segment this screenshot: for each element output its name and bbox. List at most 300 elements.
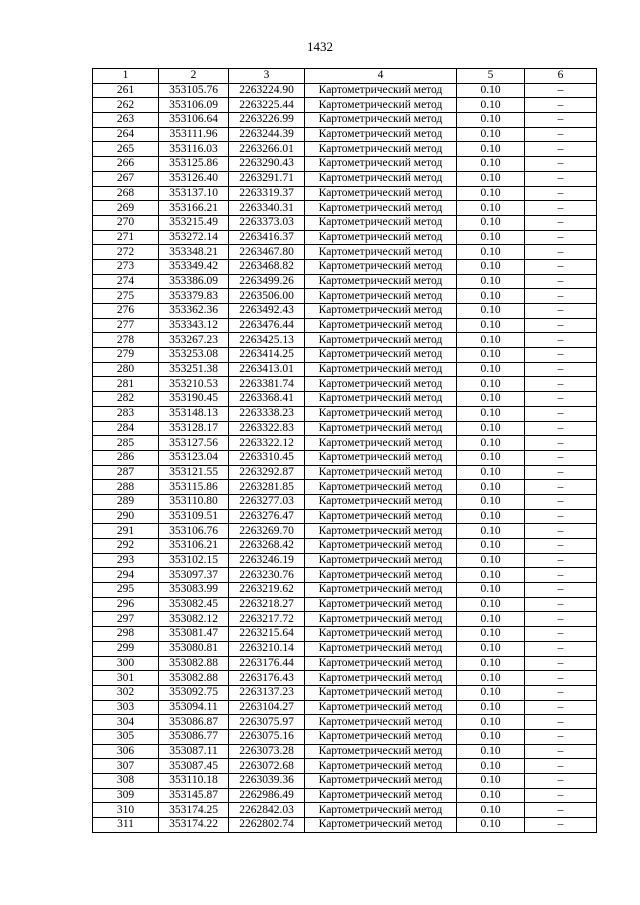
point-number-cell: 265 bbox=[93, 142, 159, 157]
y-coordinate-cell: 2263416.37 bbox=[229, 230, 305, 245]
method-cell: Картометрический метод bbox=[305, 377, 457, 392]
method-cell: Картометрический метод bbox=[305, 421, 457, 436]
accuracy-cell: 0.10 bbox=[457, 524, 525, 539]
table-row bbox=[93, 171, 597, 186]
y-coordinate-cell: 2263368.41 bbox=[229, 392, 305, 407]
method-cell: Картометрический метод bbox=[305, 774, 457, 789]
method-cell: Картометрический метод bbox=[305, 597, 457, 612]
table-row bbox=[93, 377, 597, 392]
x-coordinate-cell: 353106.76 bbox=[159, 524, 229, 539]
x-coordinate-cell: 353082.88 bbox=[159, 656, 229, 671]
column-header: 2 bbox=[159, 69, 229, 84]
x-coordinate-cell: 353082.12 bbox=[159, 612, 229, 627]
point-number-cell: 311 bbox=[93, 818, 159, 833]
point-number-cell: 279 bbox=[93, 348, 159, 363]
table-row bbox=[93, 142, 597, 157]
x-coordinate-cell: 353121.55 bbox=[159, 465, 229, 480]
accuracy-cell: 0.10 bbox=[457, 803, 525, 818]
accuracy-cell: 0.10 bbox=[457, 583, 525, 598]
table-row bbox=[93, 348, 597, 363]
y-coordinate-cell: 2263176.44 bbox=[229, 656, 305, 671]
table-row bbox=[93, 304, 597, 319]
x-coordinate-cell: 353148.13 bbox=[159, 406, 229, 421]
note-cell: – bbox=[525, 641, 597, 656]
x-coordinate-cell: 353102.15 bbox=[159, 553, 229, 568]
table-row bbox=[93, 774, 597, 789]
y-coordinate-cell: 2263381.74 bbox=[229, 377, 305, 392]
table-row bbox=[93, 274, 597, 289]
note-cell: – bbox=[525, 450, 597, 465]
point-number-cell: 276 bbox=[93, 304, 159, 319]
note-cell: – bbox=[525, 494, 597, 509]
point-number-cell: 269 bbox=[93, 201, 159, 216]
point-number-cell: 308 bbox=[93, 774, 159, 789]
table-row bbox=[93, 127, 597, 142]
accuracy-cell: 0.10 bbox=[457, 333, 525, 348]
accuracy-cell: 0.10 bbox=[457, 157, 525, 172]
note-cell: – bbox=[525, 348, 597, 363]
note-cell: – bbox=[525, 465, 597, 480]
table-row bbox=[93, 759, 597, 774]
accuracy-cell: 0.10 bbox=[457, 509, 525, 524]
accuracy-cell: 0.10 bbox=[457, 421, 525, 436]
x-coordinate-cell: 353386.09 bbox=[159, 274, 229, 289]
note-cell: – bbox=[525, 539, 597, 554]
table-row bbox=[93, 818, 597, 833]
point-number-cell: 294 bbox=[93, 568, 159, 583]
accuracy-cell: 0.10 bbox=[457, 568, 525, 583]
method-cell: Картометрический метод bbox=[305, 729, 457, 744]
method-cell: Картометрический метод bbox=[305, 465, 457, 480]
column-header: 1 bbox=[93, 69, 159, 84]
table-row bbox=[93, 318, 597, 333]
table-row bbox=[93, 436, 597, 451]
x-coordinate-cell: 353081.47 bbox=[159, 627, 229, 642]
x-coordinate-cell: 353116.03 bbox=[159, 142, 229, 157]
table-row bbox=[93, 333, 597, 348]
y-coordinate-cell: 2263072.68 bbox=[229, 759, 305, 774]
x-coordinate-cell: 353126.40 bbox=[159, 171, 229, 186]
x-coordinate-cell: 353174.25 bbox=[159, 803, 229, 818]
table-row bbox=[93, 641, 597, 656]
y-coordinate-cell: 2263219.62 bbox=[229, 583, 305, 598]
table-row bbox=[93, 83, 597, 98]
method-cell: Картометрический метод bbox=[305, 259, 457, 274]
x-coordinate-cell: 353145.87 bbox=[159, 788, 229, 803]
table-row bbox=[93, 788, 597, 803]
point-number-cell: 309 bbox=[93, 788, 159, 803]
x-coordinate-cell: 353253.08 bbox=[159, 348, 229, 363]
accuracy-cell: 0.10 bbox=[457, 671, 525, 686]
accuracy-cell: 0.10 bbox=[457, 186, 525, 201]
x-coordinate-cell: 353137.10 bbox=[159, 186, 229, 201]
method-cell: Картометрический метод bbox=[305, 539, 457, 554]
point-number-cell: 305 bbox=[93, 729, 159, 744]
point-number-cell: 274 bbox=[93, 274, 159, 289]
method-cell: Картометрический метод bbox=[305, 215, 457, 230]
y-coordinate-cell: 2263292.87 bbox=[229, 465, 305, 480]
table-row bbox=[93, 98, 597, 113]
x-coordinate-cell: 353106.21 bbox=[159, 539, 229, 554]
point-number-cell: 297 bbox=[93, 612, 159, 627]
method-cell: Картометрический метод bbox=[305, 759, 457, 774]
y-coordinate-cell: 2263322.83 bbox=[229, 421, 305, 436]
point-number-cell: 268 bbox=[93, 186, 159, 201]
accuracy-cell: 0.10 bbox=[457, 641, 525, 656]
method-cell: Картометрический метод bbox=[305, 392, 457, 407]
column-header: 5 bbox=[457, 69, 525, 84]
table-row bbox=[93, 245, 597, 260]
page-number: 1432 bbox=[307, 39, 333, 54]
point-number-cell: 288 bbox=[93, 480, 159, 495]
point-number-cell: 303 bbox=[93, 700, 159, 715]
x-coordinate-cell: 353115.86 bbox=[159, 480, 229, 495]
note-cell: – bbox=[525, 803, 597, 818]
method-cell: Картометрический метод bbox=[305, 362, 457, 377]
method-cell: Картометрический метод bbox=[305, 818, 457, 833]
accuracy-cell: 0.10 bbox=[457, 142, 525, 157]
accuracy-cell: 0.10 bbox=[457, 98, 525, 113]
y-coordinate-cell: 2263322.12 bbox=[229, 436, 305, 451]
x-coordinate-cell: 353083.99 bbox=[159, 583, 229, 598]
method-cell: Картометрический метод bbox=[305, 685, 457, 700]
method-cell: Картометрический метод bbox=[305, 583, 457, 598]
note-cell: – bbox=[525, 406, 597, 421]
column-header: 6 bbox=[525, 69, 597, 84]
accuracy-cell: 0.10 bbox=[457, 818, 525, 833]
table-row bbox=[93, 700, 597, 715]
x-coordinate-cell: 353087.45 bbox=[159, 759, 229, 774]
method-cell: Картометрический метод bbox=[305, 171, 457, 186]
accuracy-cell: 0.10 bbox=[457, 788, 525, 803]
y-coordinate-cell: 2263373.03 bbox=[229, 215, 305, 230]
x-coordinate-cell: 353343.12 bbox=[159, 318, 229, 333]
method-cell: Картометрический метод bbox=[305, 245, 457, 260]
point-number-cell: 306 bbox=[93, 744, 159, 759]
point-number-cell: 307 bbox=[93, 759, 159, 774]
accuracy-cell: 0.10 bbox=[457, 201, 525, 216]
x-coordinate-cell: 353110.80 bbox=[159, 494, 229, 509]
x-coordinate-cell: 353362.36 bbox=[159, 304, 229, 319]
accuracy-cell: 0.10 bbox=[457, 612, 525, 627]
x-coordinate-cell: 353125.86 bbox=[159, 157, 229, 172]
y-coordinate-cell: 2263176.43 bbox=[229, 671, 305, 686]
x-coordinate-cell: 353106.64 bbox=[159, 113, 229, 128]
table-row bbox=[93, 744, 597, 759]
y-coordinate-cell: 2263244.39 bbox=[229, 127, 305, 142]
note-cell: – bbox=[525, 729, 597, 744]
y-coordinate-cell: 2263217.72 bbox=[229, 612, 305, 627]
method-cell: Картометрический метод bbox=[305, 627, 457, 642]
y-coordinate-cell: 2262986.49 bbox=[229, 788, 305, 803]
y-coordinate-cell: 2263039.36 bbox=[229, 774, 305, 789]
method-cell: Картометрический метод bbox=[305, 568, 457, 583]
note-cell: – bbox=[525, 377, 597, 392]
table-row bbox=[93, 539, 597, 554]
point-number-cell: 301 bbox=[93, 671, 159, 686]
table-row bbox=[93, 685, 597, 700]
accuracy-cell: 0.10 bbox=[457, 450, 525, 465]
accuracy-cell: 0.10 bbox=[457, 465, 525, 480]
method-cell: Картометрический метод bbox=[305, 304, 457, 319]
x-coordinate-cell: 353106.09 bbox=[159, 98, 229, 113]
table-row bbox=[93, 186, 597, 201]
point-number-cell: 302 bbox=[93, 685, 159, 700]
table-row bbox=[93, 215, 597, 230]
point-number-cell: 291 bbox=[93, 524, 159, 539]
y-coordinate-cell: 2263104.27 bbox=[229, 700, 305, 715]
x-coordinate-cell: 353110.18 bbox=[159, 774, 229, 789]
method-cell: Картометрический метод bbox=[305, 700, 457, 715]
table-row bbox=[93, 524, 597, 539]
method-cell: Картометрический метод bbox=[305, 201, 457, 216]
x-coordinate-cell: 353251.38 bbox=[159, 362, 229, 377]
y-coordinate-cell: 2263266.01 bbox=[229, 142, 305, 157]
x-coordinate-cell: 353087.11 bbox=[159, 744, 229, 759]
point-number-cell: 293 bbox=[93, 553, 159, 568]
table-row bbox=[93, 568, 597, 583]
point-number-cell: 290 bbox=[93, 509, 159, 524]
point-number-cell: 262 bbox=[93, 98, 159, 113]
accuracy-cell: 0.10 bbox=[457, 729, 525, 744]
accuracy-cell: 0.10 bbox=[457, 362, 525, 377]
table-row bbox=[93, 392, 597, 407]
note-cell: – bbox=[525, 215, 597, 230]
table-row bbox=[93, 230, 597, 245]
column-header: 4 bbox=[305, 69, 457, 84]
method-cell: Картометрический метод bbox=[305, 318, 457, 333]
note-cell: – bbox=[525, 421, 597, 436]
method-cell: Картометрический метод bbox=[305, 788, 457, 803]
y-coordinate-cell: 2263224.90 bbox=[229, 83, 305, 98]
method-cell: Картометрический метод bbox=[305, 83, 457, 98]
accuracy-cell: 0.10 bbox=[457, 656, 525, 671]
table-row bbox=[93, 583, 597, 598]
method-cell: Картометрический метод bbox=[305, 157, 457, 172]
x-coordinate-cell: 353349.42 bbox=[159, 259, 229, 274]
point-number-cell: 289 bbox=[93, 494, 159, 509]
x-coordinate-cell: 353272.14 bbox=[159, 230, 229, 245]
y-coordinate-cell: 2263467.80 bbox=[229, 245, 305, 260]
accuracy-cell: 0.10 bbox=[457, 627, 525, 642]
accuracy-cell: 0.10 bbox=[457, 348, 525, 363]
x-coordinate-cell: 353094.11 bbox=[159, 700, 229, 715]
method-cell: Картометрический метод bbox=[305, 289, 457, 304]
table-row bbox=[93, 259, 597, 274]
x-coordinate-cell: 353128.17 bbox=[159, 421, 229, 436]
y-coordinate-cell: 2263226.99 bbox=[229, 113, 305, 128]
point-number-cell: 266 bbox=[93, 157, 159, 172]
table-row bbox=[93, 480, 597, 495]
table-row bbox=[93, 553, 597, 568]
note-cell: – bbox=[525, 186, 597, 201]
table-row bbox=[93, 715, 597, 730]
point-number-cell: 298 bbox=[93, 627, 159, 642]
method-cell: Картометрический метод bbox=[305, 671, 457, 686]
method-cell: Картометрический метод bbox=[305, 744, 457, 759]
table-row bbox=[93, 597, 597, 612]
point-number-cell: 283 bbox=[93, 406, 159, 421]
y-coordinate-cell: 2263269.70 bbox=[229, 524, 305, 539]
method-cell: Картометрический метод bbox=[305, 509, 457, 524]
table-header-row bbox=[93, 69, 597, 84]
accuracy-cell: 0.10 bbox=[457, 759, 525, 774]
method-cell: Картометрический метод bbox=[305, 436, 457, 451]
y-coordinate-cell: 2263310.45 bbox=[229, 450, 305, 465]
y-coordinate-cell: 2263476.44 bbox=[229, 318, 305, 333]
accuracy-cell: 0.10 bbox=[457, 436, 525, 451]
accuracy-cell: 0.10 bbox=[457, 377, 525, 392]
method-cell: Картометрический метод bbox=[305, 127, 457, 142]
method-cell: Картометрический метод bbox=[305, 98, 457, 113]
point-number-cell: 267 bbox=[93, 171, 159, 186]
method-cell: Картометрический метод bbox=[305, 803, 457, 818]
point-number-cell: 261 bbox=[93, 83, 159, 98]
x-coordinate-cell: 353109.51 bbox=[159, 509, 229, 524]
point-number-cell: 272 bbox=[93, 245, 159, 260]
accuracy-cell: 0.10 bbox=[457, 700, 525, 715]
note-cell: – bbox=[525, 568, 597, 583]
note-cell: – bbox=[525, 230, 597, 245]
note-cell: – bbox=[525, 480, 597, 495]
y-coordinate-cell: 2263277.03 bbox=[229, 494, 305, 509]
x-coordinate-cell: 353379.83 bbox=[159, 289, 229, 304]
note-cell: – bbox=[525, 553, 597, 568]
method-cell: Картометрический метод bbox=[305, 480, 457, 495]
x-coordinate-cell: 353080.81 bbox=[159, 641, 229, 656]
method-cell: Картометрический метод bbox=[305, 230, 457, 245]
point-number-cell: 300 bbox=[93, 656, 159, 671]
y-coordinate-cell: 2263340.31 bbox=[229, 201, 305, 216]
point-number-cell: 275 bbox=[93, 289, 159, 304]
point-number-cell: 282 bbox=[93, 392, 159, 407]
y-coordinate-cell: 2263338.23 bbox=[229, 406, 305, 421]
note-cell: – bbox=[525, 671, 597, 686]
accuracy-cell: 0.10 bbox=[457, 685, 525, 700]
accuracy-cell: 0.10 bbox=[457, 230, 525, 245]
note-cell: – bbox=[525, 157, 597, 172]
table-row bbox=[93, 465, 597, 480]
point-number-cell: 296 bbox=[93, 597, 159, 612]
method-cell: Картометрический метод bbox=[305, 715, 457, 730]
method-cell: Картометрический метод bbox=[305, 524, 457, 539]
note-cell: – bbox=[525, 127, 597, 142]
note-cell: – bbox=[525, 436, 597, 451]
accuracy-cell: 0.10 bbox=[457, 289, 525, 304]
x-coordinate-cell: 353092.75 bbox=[159, 685, 229, 700]
y-coordinate-cell: 2263425.13 bbox=[229, 333, 305, 348]
x-coordinate-cell: 353123.04 bbox=[159, 450, 229, 465]
y-coordinate-cell: 2263319.37 bbox=[229, 186, 305, 201]
point-number-cell: 273 bbox=[93, 259, 159, 274]
note-cell: – bbox=[525, 818, 597, 833]
method-cell: Картометрический метод bbox=[305, 553, 457, 568]
accuracy-cell: 0.10 bbox=[457, 113, 525, 128]
accuracy-cell: 0.10 bbox=[457, 245, 525, 260]
y-coordinate-cell: 2262802.74 bbox=[229, 818, 305, 833]
point-number-cell: 264 bbox=[93, 127, 159, 142]
accuracy-cell: 0.10 bbox=[457, 83, 525, 98]
accuracy-cell: 0.10 bbox=[457, 171, 525, 186]
y-coordinate-cell: 2263268.42 bbox=[229, 539, 305, 554]
y-coordinate-cell: 2263218.27 bbox=[229, 597, 305, 612]
y-coordinate-cell: 2263225.44 bbox=[229, 98, 305, 113]
x-coordinate-cell: 353105.76 bbox=[159, 83, 229, 98]
x-coordinate-cell: 353097.37 bbox=[159, 568, 229, 583]
table-row bbox=[93, 627, 597, 642]
x-coordinate-cell: 353082.88 bbox=[159, 671, 229, 686]
accuracy-cell: 0.10 bbox=[457, 597, 525, 612]
accuracy-cell: 0.10 bbox=[457, 715, 525, 730]
accuracy-cell: 0.10 bbox=[457, 215, 525, 230]
point-number-cell: 284 bbox=[93, 421, 159, 436]
y-coordinate-cell: 2263075.97 bbox=[229, 715, 305, 730]
note-cell: – bbox=[525, 509, 597, 524]
method-cell: Картометрический метод bbox=[305, 274, 457, 289]
point-number-cell: 263 bbox=[93, 113, 159, 128]
y-coordinate-cell: 2262842.03 bbox=[229, 803, 305, 818]
table-row bbox=[93, 113, 597, 128]
note-cell: – bbox=[525, 171, 597, 186]
y-coordinate-cell: 2263215.64 bbox=[229, 627, 305, 642]
point-number-cell: 271 bbox=[93, 230, 159, 245]
x-coordinate-cell: 353348.21 bbox=[159, 245, 229, 260]
note-cell: – bbox=[525, 98, 597, 113]
column-header: 3 bbox=[229, 69, 305, 84]
accuracy-cell: 0.10 bbox=[457, 480, 525, 495]
table-row bbox=[93, 494, 597, 509]
y-coordinate-cell: 2263290.43 bbox=[229, 157, 305, 172]
note-cell: – bbox=[525, 524, 597, 539]
accuracy-cell: 0.10 bbox=[457, 539, 525, 554]
table-row bbox=[93, 362, 597, 377]
y-coordinate-cell: 2263137.23 bbox=[229, 685, 305, 700]
note-cell: – bbox=[525, 774, 597, 789]
note-cell: – bbox=[525, 83, 597, 98]
note-cell: – bbox=[525, 245, 597, 260]
method-cell: Картометрический метод bbox=[305, 612, 457, 627]
y-coordinate-cell: 2263073.28 bbox=[229, 744, 305, 759]
note-cell: – bbox=[525, 612, 597, 627]
note-cell: – bbox=[525, 333, 597, 348]
note-cell: – bbox=[525, 392, 597, 407]
accuracy-cell: 0.10 bbox=[457, 774, 525, 789]
method-cell: Картометрический метод bbox=[305, 186, 457, 201]
y-coordinate-cell: 2263276.47 bbox=[229, 509, 305, 524]
point-number-cell: 287 bbox=[93, 465, 159, 480]
y-coordinate-cell: 2263281.85 bbox=[229, 480, 305, 495]
y-coordinate-cell: 2263230.76 bbox=[229, 568, 305, 583]
accuracy-cell: 0.10 bbox=[457, 406, 525, 421]
note-cell: – bbox=[525, 656, 597, 671]
table-row bbox=[93, 289, 597, 304]
y-coordinate-cell: 2263499.26 bbox=[229, 274, 305, 289]
accuracy-cell: 0.10 bbox=[457, 318, 525, 333]
method-cell: Картометрический метод bbox=[305, 113, 457, 128]
note-cell: – bbox=[525, 201, 597, 216]
method-cell: Картометрический метод bbox=[305, 641, 457, 656]
table-row bbox=[93, 612, 597, 627]
point-number-cell: 281 bbox=[93, 377, 159, 392]
table-row bbox=[93, 201, 597, 216]
point-number-cell: 285 bbox=[93, 436, 159, 451]
point-number-cell: 277 bbox=[93, 318, 159, 333]
note-cell: – bbox=[525, 715, 597, 730]
note-cell: – bbox=[525, 289, 597, 304]
table-row bbox=[93, 509, 597, 524]
y-coordinate-cell: 2263414.25 bbox=[229, 348, 305, 363]
accuracy-cell: 0.10 bbox=[457, 127, 525, 142]
